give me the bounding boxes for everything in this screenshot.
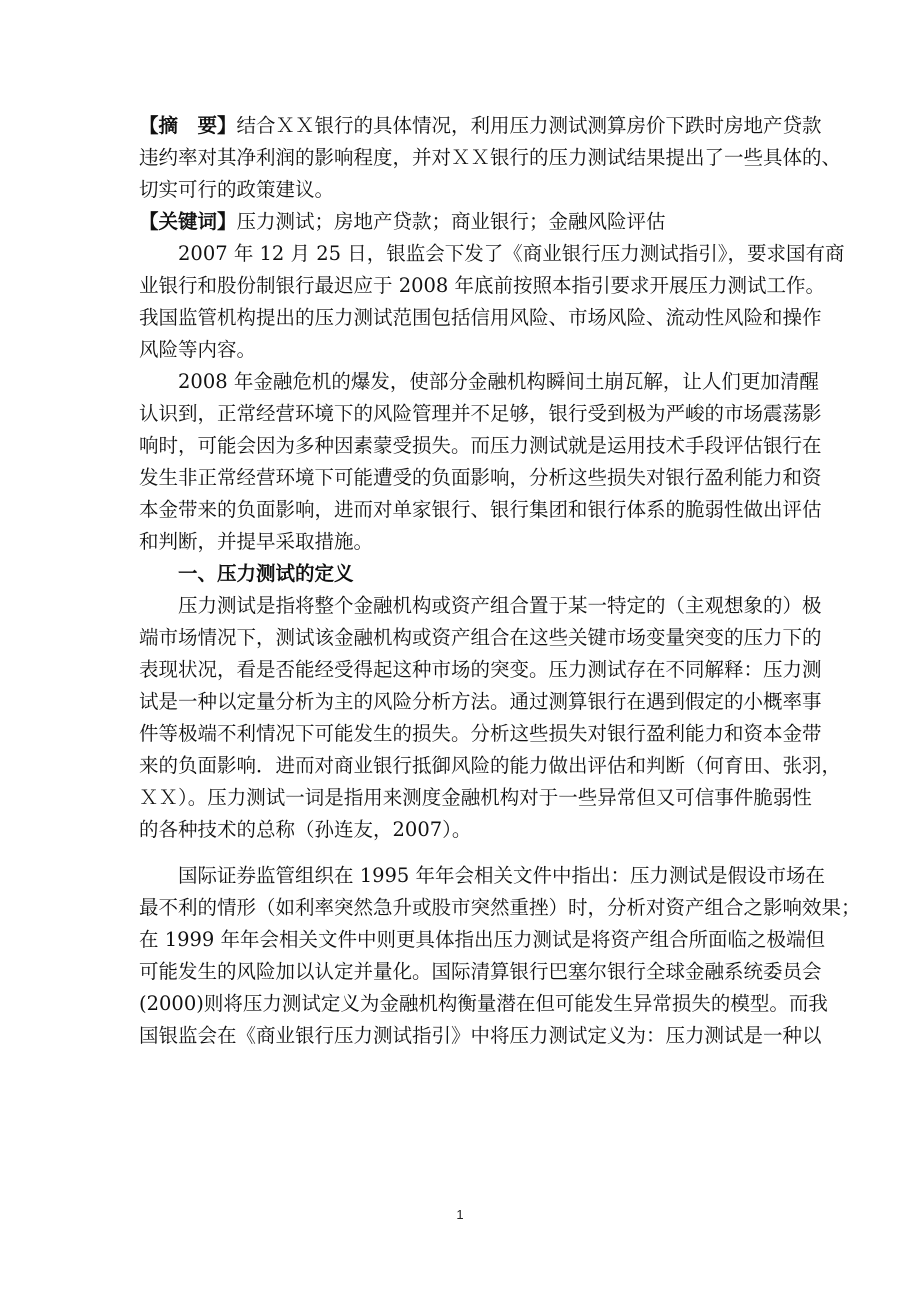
paragraph-line: 国际证券监管组织在 1995 年年会相关文件中指出：压力测试是假设市场在 <box>178 864 826 887</box>
paragraph-line: 我国监管机构提出的压力测试范围包括信用风险、市场风险、流动性风险和操作 <box>139 306 822 329</box>
paragraph-line: 发生非正常经营环境下可能遭受的负面影响，分析这些损失对银行盈利能力和资 <box>139 466 822 489</box>
keywords-text: 压力测试；房地产贷款；商业银行；金融风险评估 <box>236 210 666 233</box>
paragraph-line: ＸＸ）。压力测试一词是指用来测度金融机构对于一些异常但又可信事件脆弱性 <box>139 786 812 809</box>
paragraph-line: 2008 年金融危机的爆发，使部分金融机构瞬间土崩瓦解，让人们更加清醒 <box>178 370 819 393</box>
paragraph-line: 响时，可能会因为多种因素蒙受损失。而压力测试就是运用技术手段评估银行在 <box>139 434 822 457</box>
document-page <box>139 110 861 1052</box>
abstract-label: 【摘 要】 <box>139 114 237 137</box>
paragraph-line: 表现状况，看是否能经受得起这种市场的突变。压力测试存在不同解释：压力测 <box>139 658 822 681</box>
abstract-line-2: 违约率对其净利润的影响程度，并对ＸＸ银行的压力测试结果提出了一些具体的、 <box>139 146 842 169</box>
paragraph-line: 2007 年 12 月 25 日，银监会下发了《商业银行压力测试指引》，要求国有商 <box>178 242 845 265</box>
paragraph-line: 可能发生的风险加以认定并量化。国际清算银行巴塞尔银行全球金融系统委员会 <box>139 960 822 983</box>
paragraph-line: 的各种技术的总称（孙连友，2007）。 <box>139 818 472 841</box>
page-number: 1 <box>456 1207 464 1222</box>
paragraph-1 <box>139 238 845 366</box>
section-paragraph-1 <box>139 590 842 846</box>
paragraph-line: 压力测试是指将整个金融机构或资产组合置于某一特定的（主观想象的）极 <box>178 594 822 617</box>
paragraph-line: 试是一种以定量分析为主的风险分析方法。通过测算银行在遇到假定的小概率事 <box>139 690 822 713</box>
paragraph-2 <box>139 366 822 558</box>
section-paragraph-2 <box>139 860 861 1052</box>
section-heading: 一、压力测试的定义 <box>178 562 354 585</box>
paragraph-line: 业银行和股份制银行最迟应于 2008 年底前按照本指引要求开展压力测试工作。 <box>139 274 826 297</box>
paragraph-line: 来的负面影响．进而对商业银行抵御风险的能力做出评估和判断（何育田、张羽， <box>139 754 842 777</box>
keywords-label: 【关键词】 <box>139 210 237 233</box>
paragraph-line: 端市场情况下，测试该金融机构或资产组合在这些关键市场变量突变的压力下的 <box>139 626 822 649</box>
paragraph-line: 件等极端不利情况下可能发生的损失。分析这些损失对银行盈利能力和资本金带 <box>139 722 822 745</box>
paragraph-line: 国银监会在《商业银行压力测试指引》中将压力测试定义为：压力测试是一种以 <box>139 1024 822 1047</box>
abstract-line-1 <box>139 110 822 142</box>
keywords-line <box>139 206 779 238</box>
paragraph-line: (2000)则将压力测试定义为金融机构衡量潜在但可能发生异常损失的模型。而我 <box>139 992 828 1015</box>
paragraph-line: 风险等内容。 <box>139 338 257 361</box>
paragraph-line: 本金带来的负面影响，进而对单家银行、银行集团和银行体系的脆弱性做出评估 <box>139 498 822 521</box>
paragraph-line: 和判断，并提早采取措施。 <box>139 530 374 553</box>
paragraph-line: 最不利的情形（如利率突然急升或股市突然重挫）时，分析对资产组合之影响效果； <box>139 896 861 919</box>
abstract-line-3: 切实可行的政策建议。 <box>139 178 335 201</box>
paragraph-line: 认识到，正常经营环境下的风险管理并不足够，银行受到极为严峻的市场震荡影 <box>139 402 822 425</box>
abstract-text: 结合ＸＸ银行的具体情况，利用压力测试测算房价下跌时房地产贷款 <box>236 114 822 137</box>
paragraph-line: 在 1999 年年会相关文件中则更具体指出压力测试是将资产组合所面临之极端但 <box>139 928 826 951</box>
